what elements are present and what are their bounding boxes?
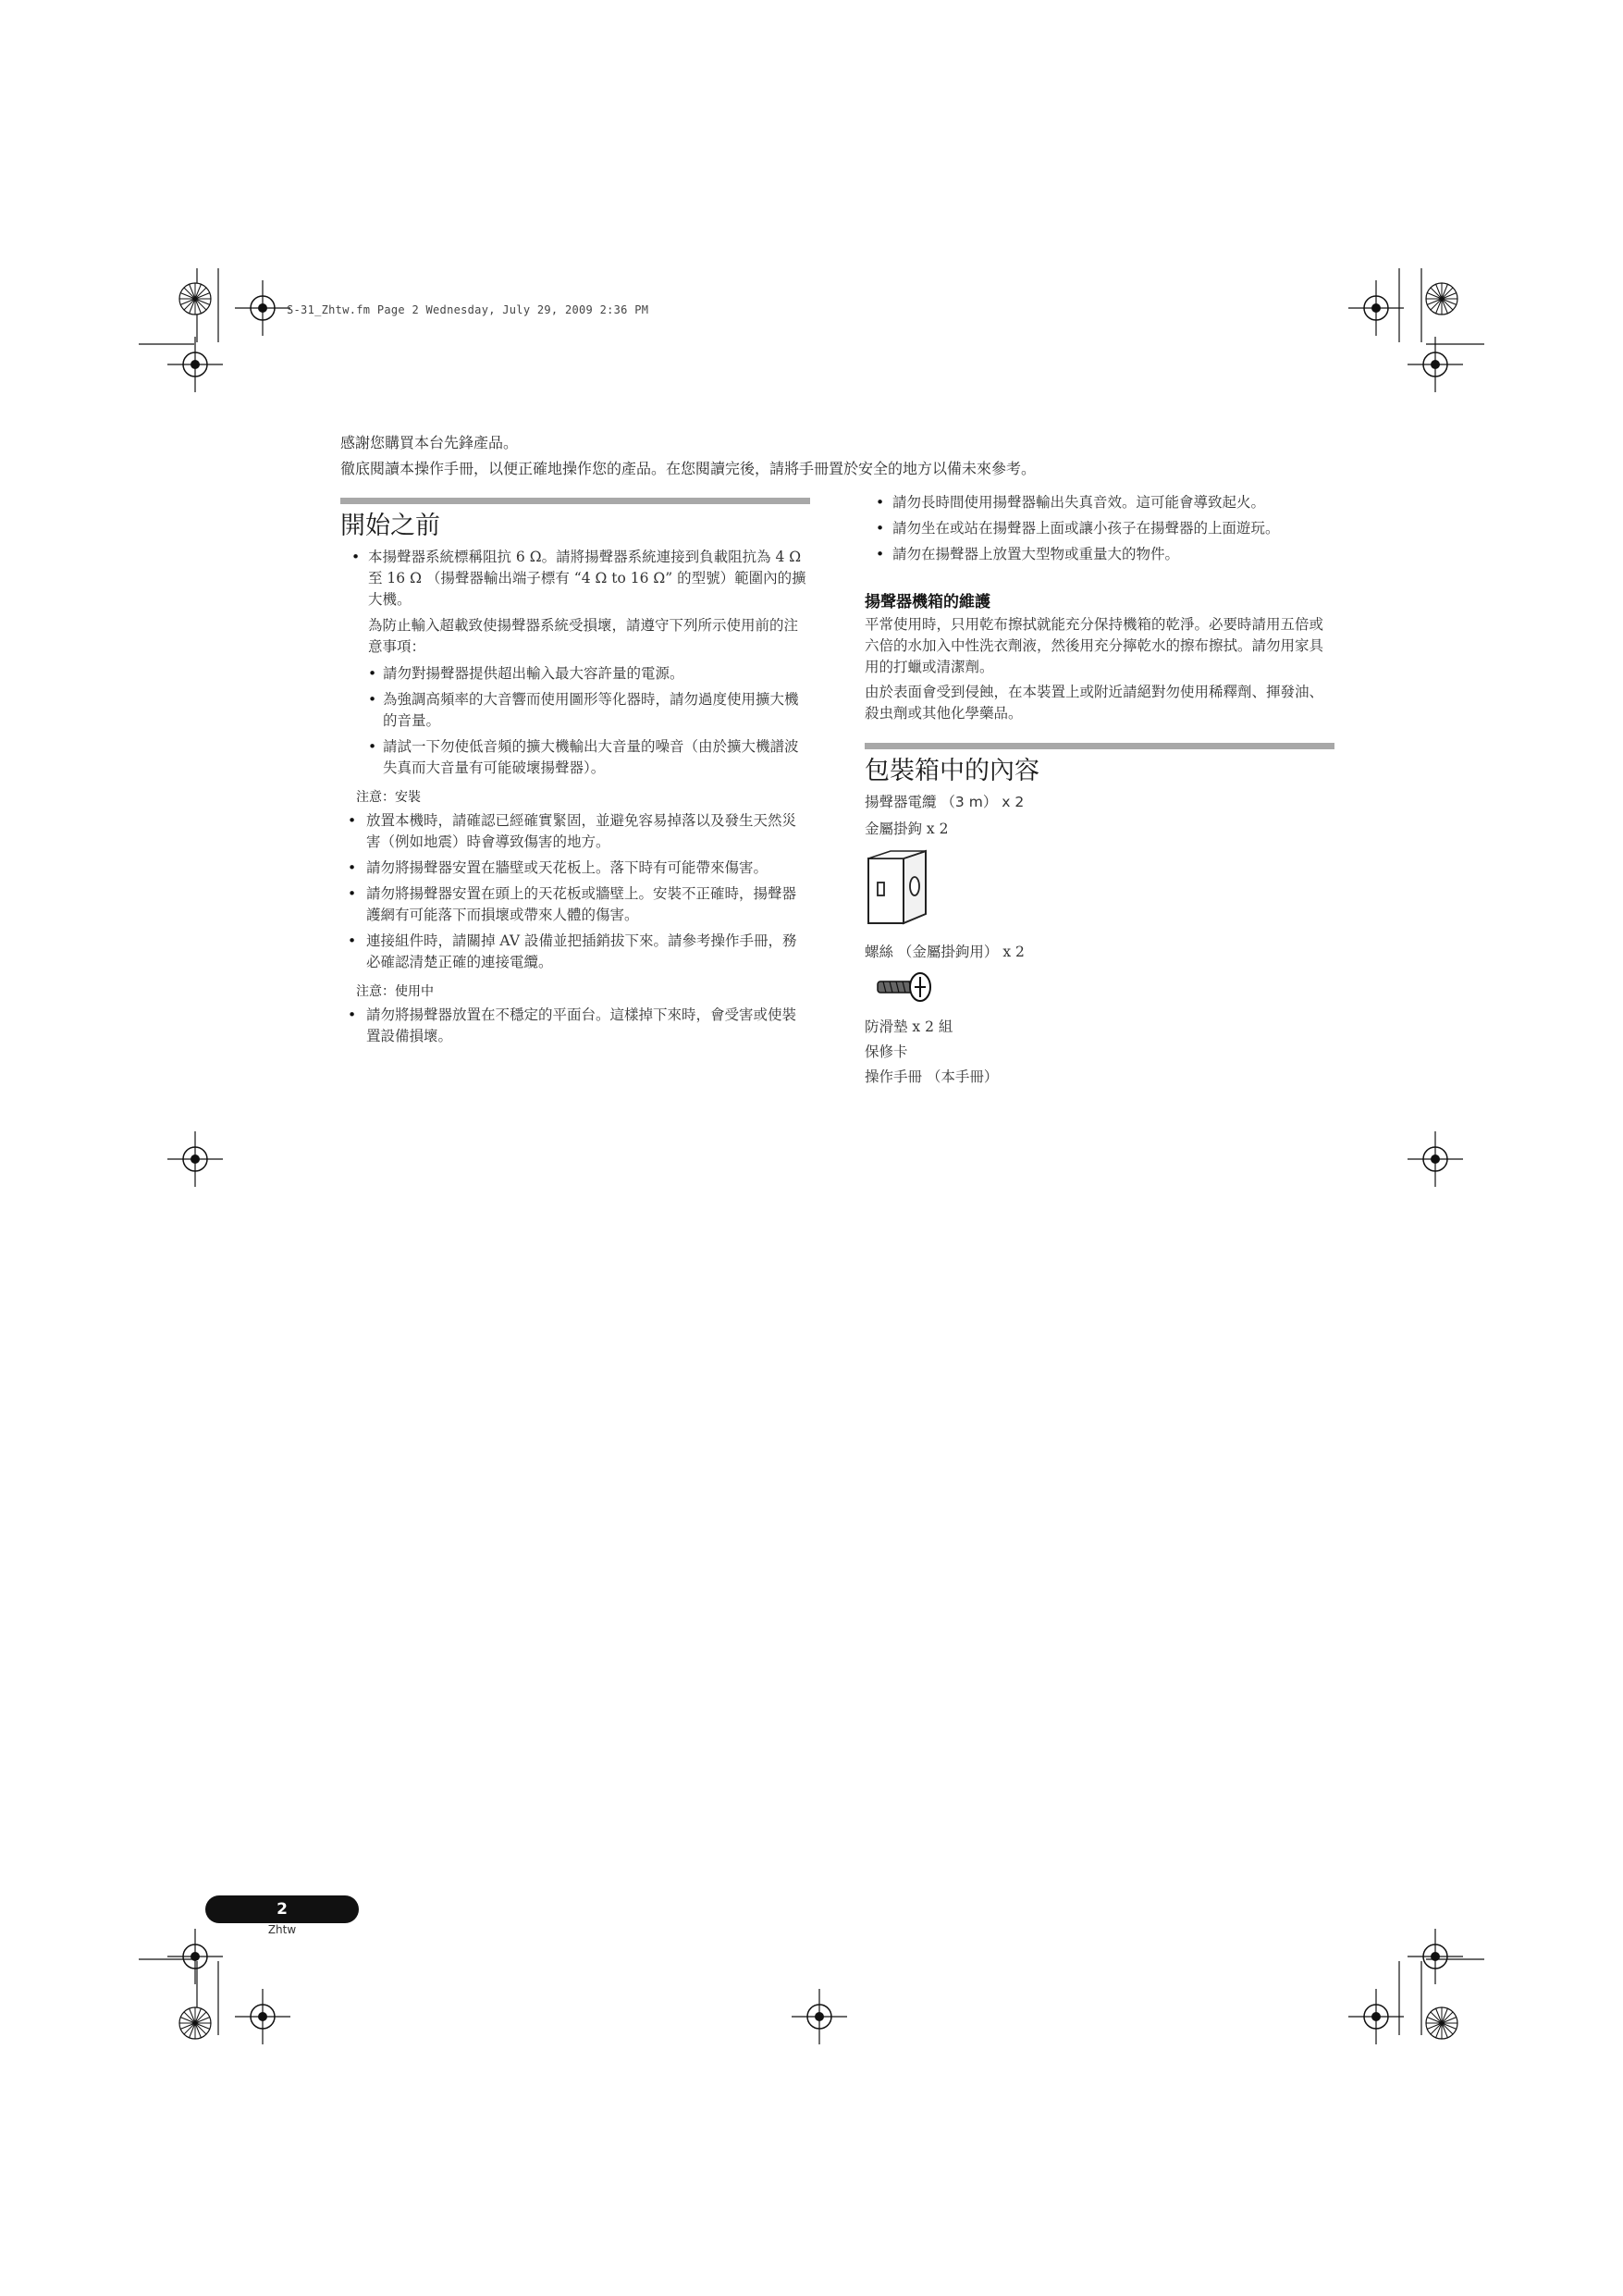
item-anti-slip-pads: 防滑墊 x 2 組	[865, 1018, 953, 1035]
list-item: • 請勿坐在或站在揚聲器上面或讓小孩子在揚聲器的上面遊玩。	[865, 518, 1334, 539]
page-number-badge: 2	[205, 1895, 359, 1923]
note-install-heading: 注意：安裝	[356, 790, 421, 805]
list-item: • 放置本機時，請確認已經確實緊固，並避免容易掉落以及發生天然災害（例如地震）時會導致傷害的地方。	[340, 810, 810, 853]
right-column	[865, 492, 1334, 1097]
precaution-sublist	[340, 663, 810, 779]
list-item: • 請勿長時間使用揚聲器輸出失真音效。這可能會導致起火。	[865, 492, 1334, 513]
list-item-impedance: • 本揚聲器系統標稱阻抗 6 Ω。請將揚聲器系統連接到負載阻抗為 4 Ω 至 16 Ω （揚聲器輸出端子標有 “4 Ω to 16 Ω” 的型號）範圍內的擴大機。	[340, 547, 810, 611]
section-rule	[340, 498, 810, 504]
intro-read-manual: 徹底閱讀本操作手冊，以便正確地操作您的產品。在您閱讀完後，請將手冊置於安全的地方以備未來參考。	[340, 460, 1037, 477]
use-list	[340, 1005, 810, 1047]
item-screws: 螺絲 （金屬掛鉤用） x 2	[865, 944, 1025, 960]
intro-thanks: 感謝您購買本台先鋒產品。	[340, 434, 519, 451]
install-list	[340, 810, 810, 973]
section-rule	[865, 743, 1334, 749]
cabinet-care-heading: 揚聲器機箱的維護	[865, 593, 990, 611]
wall-bracket-icon	[865, 847, 939, 931]
section-heading-package-contents: 包裝箱中的內容	[865, 757, 1039, 785]
screw-icon	[876, 970, 941, 1004]
item-operating-manual: 操作手冊 （本手冊）	[865, 1068, 999, 1085]
note-use-heading: 注意：使用中	[356, 984, 434, 999]
list-item: • 請勿將揚聲器安置在頭上的天花板或牆壁上。安裝不正確時，揚聲器護網有可能落下而損壞或帶來人體的傷害。	[340, 883, 810, 926]
list-item: • 請試一下勿使低音頻的擴大機輸出大音量的噪音（由於擴大機譜波失真而大音量有可能破壞揚聲器）。	[340, 736, 810, 779]
list-item: • 請勿將揚聲器放置在不穩定的平面台。這樣掉下來時，會受害或使裝置設備損壞。	[340, 1005, 810, 1047]
page-language-code: Zhtw	[267, 1923, 297, 1936]
list-item: • 請勿在揚聲器上放置大型物或重量大的物件。	[865, 544, 1334, 565]
list-item: • 連接組件時，請關掉 AV 設備並把插銷拔下來。請參考操作手冊，務必確認清楚正確的連接電纜。	[340, 931, 810, 973]
item-speaker-cable: 揚聲器電纜 （3 m） x 2	[865, 794, 1025, 810]
left-column	[340, 498, 810, 1052]
file-info-header: S-31_Zhtw.fm Page 2 Wednesday, July 29, 2009 2:36 PM	[287, 303, 649, 316]
list-item: • 請勿將揚聲器安置在牆壁或天花板上。落下時有可能帶來傷害。	[340, 858, 810, 879]
overload-note: 為防止輸入超載致使揚聲器系統受損壞，請遵守下列所示使用前的注意事項：	[368, 617, 799, 655]
item-warranty-card: 保修卡	[865, 1043, 908, 1060]
list-item: • 為強調高頻率的大音響而使用圖形等化器時，請勿過度使用擴大機的音量。	[340, 689, 810, 732]
safety-list	[865, 492, 1334, 565]
item-metal-bracket: 金屬掛鉤 x 2	[865, 821, 949, 837]
list-item: • 請勿對揚聲器提供超出輸入最大容許量的電源。	[340, 663, 810, 685]
section-heading-before-start: 開始之前	[340, 512, 440, 540]
chemical-warning-paragraph: 由於表面會受到侵蝕，在本裝置上或附近請絕對勿使用稀釋劑、揮發油、殺虫劑或其他化學藥品。	[865, 684, 1324, 722]
impedance-list	[340, 547, 810, 611]
cabinet-care-paragraph: 平常使用時，只用乾布擦拭就能充分保持機箱的乾淨。必要時請用五倍或六倍的水加入中性洗衣劑液，然後用充分擰乾水的擦布擦拭。請勿用家具用的打蠟或清潔劑。	[865, 616, 1324, 675]
